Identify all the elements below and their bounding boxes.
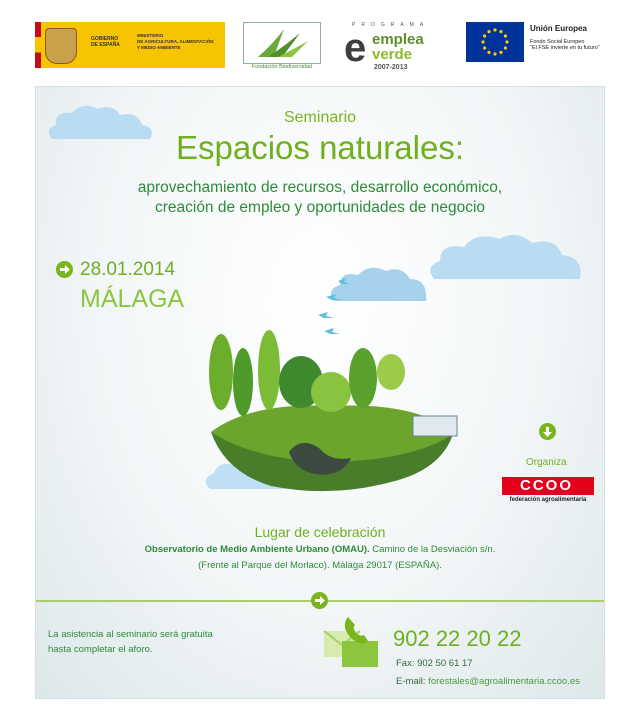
island-illustration xyxy=(191,302,471,512)
coat-of-arms-icon xyxy=(45,28,77,64)
eu-title: Unión Europea xyxy=(530,24,587,33)
organiza-label: Organiza xyxy=(526,457,567,468)
arrow-right-icon xyxy=(311,592,328,609)
cloud-icon xyxy=(424,227,594,287)
biodiversidad-logo xyxy=(243,22,321,74)
ccoo-federation-label: federación agroalimentaria xyxy=(509,497,587,503)
email-label: E-mail: xyxy=(396,676,429,687)
phone-envelope-icon xyxy=(322,613,388,673)
fax-number: Fax: 902 50 61 17 xyxy=(396,658,473,669)
subtitle-line-2: creación de empleo y oportunidades de negocio xyxy=(154,199,486,216)
verde-word: verde xyxy=(372,46,413,63)
biodiversidad-label: Fundación Biodiversidad xyxy=(251,64,313,70)
venue-address-line-1 xyxy=(36,544,604,555)
event-city: MÁLAGA xyxy=(80,285,185,313)
years-label: 2007-2013 xyxy=(374,64,408,71)
gobierno-logo xyxy=(35,22,225,68)
emplea-verde-e: e xyxy=(344,26,367,70)
programa-label: PROGRAMA xyxy=(352,22,430,28)
gobierno-label: GOBIERNO DE ESPAÑA xyxy=(91,36,120,48)
event-date: 28.01.2014 xyxy=(80,259,176,280)
ministerio-label: MINISTERIO DE AGRICULTURA, ALIMENTACIÓN Y MEDIO AMBIENTE xyxy=(137,33,214,50)
arrow-down-icon xyxy=(539,423,556,440)
emplea-verde-logo xyxy=(344,22,444,76)
arrow-right-icon xyxy=(56,261,73,278)
eu-flag-icon xyxy=(466,22,524,62)
phone-number: 902 22 20 22 xyxy=(393,626,522,651)
emplea-word: emplea xyxy=(372,31,424,48)
seminar-subtitle xyxy=(36,178,604,218)
email-line xyxy=(396,676,580,687)
ccoo-letters: CCOO xyxy=(520,477,573,494)
venue-heading: Lugar de celebración xyxy=(254,524,386,540)
venue-name: Observatorio de Medio Ambiente Urbano (OMAU). xyxy=(144,544,370,555)
poster xyxy=(35,86,605,699)
eu-subtitle: Fondo Social Europeo "El FSE invierte en tu futuro" xyxy=(530,39,600,51)
attendance-note: La asistencia al seminario será gratuita hasta completar el aforo. xyxy=(48,629,213,655)
seminar-title: Espacios naturales: xyxy=(176,129,464,166)
venue-street: Camino de la Desviación s/n. xyxy=(369,544,496,555)
spain-flag-icon xyxy=(35,22,41,68)
subtitle-line-1: aprovechamiento de recursos, desarrollo económico, xyxy=(137,179,503,196)
seminar-kicker: Seminario xyxy=(283,109,357,126)
biodiversidad-grass-icon xyxy=(243,22,321,64)
email-link[interactable]: forestales@agroalimentaria.ccoo.es xyxy=(428,676,580,687)
logo-strip xyxy=(0,0,640,82)
venue-address-line-2: (Frente al Parque del Morlaco). Málaga 29017 (ESPAÑA). xyxy=(198,560,442,571)
ccoo-logo xyxy=(502,477,594,507)
